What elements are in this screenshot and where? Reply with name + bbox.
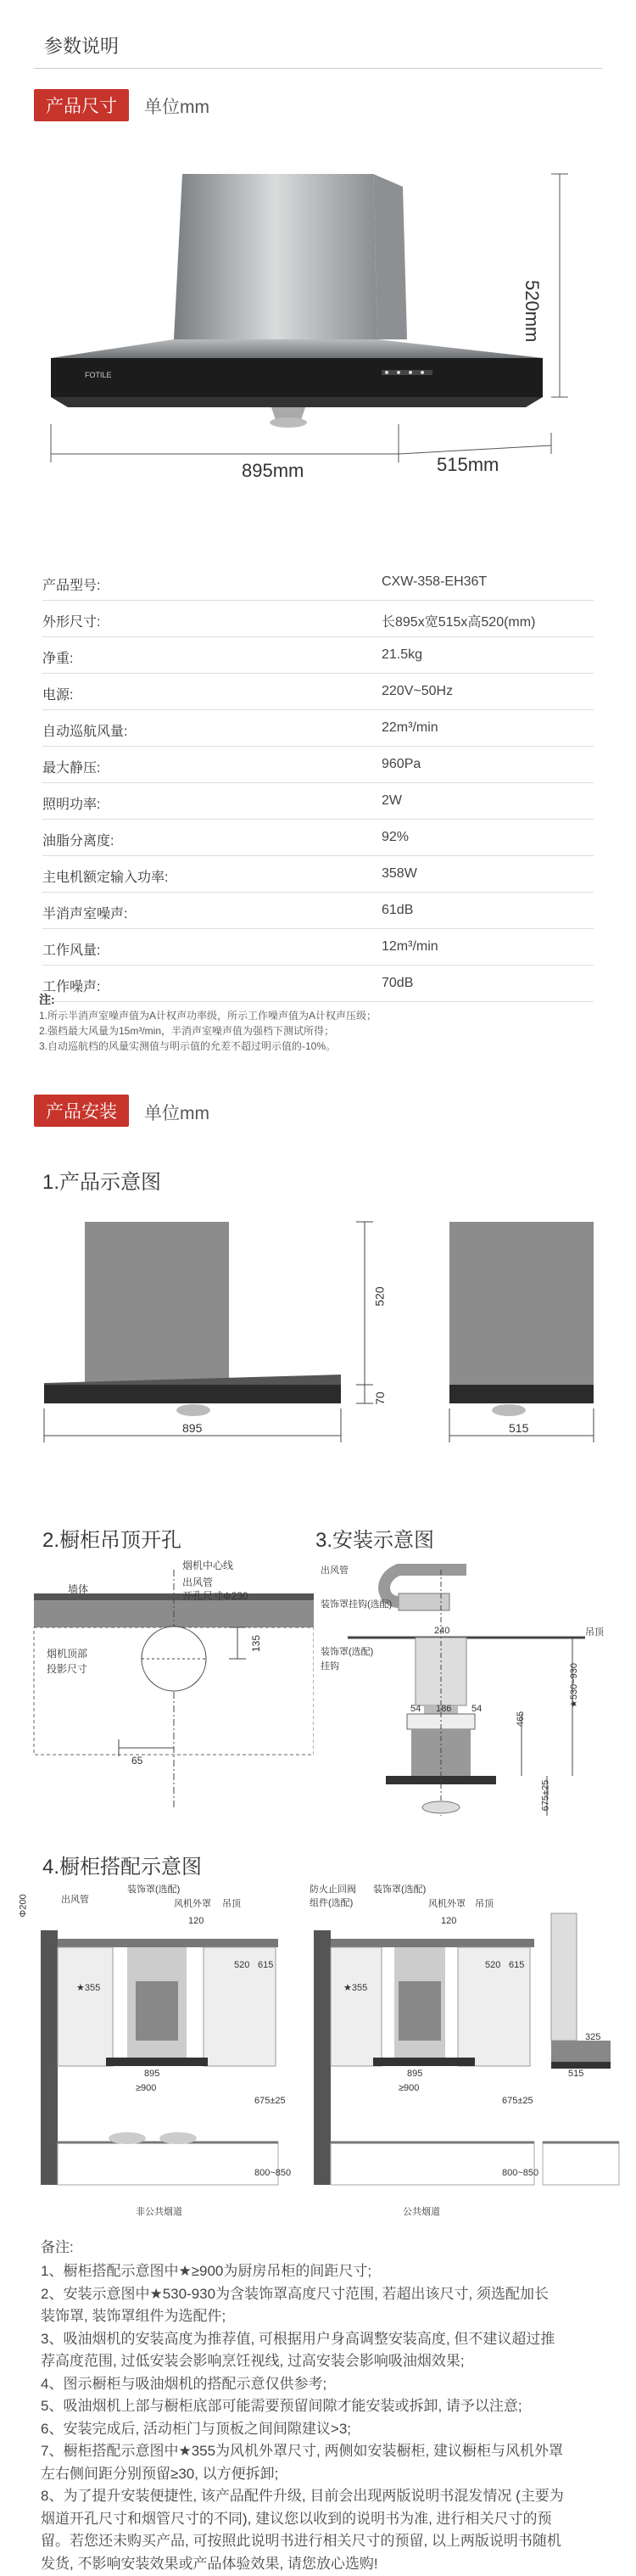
- dim-54b: 54: [471, 1704, 483, 1714]
- dim-65: 65: [131, 1755, 143, 1767]
- divider: [34, 68, 602, 69]
- dim-800-a: 800~850: [254, 2168, 292, 2178]
- dim-515: 515: [568, 2069, 584, 2079]
- cabinet-fit-diagram: [0, 1879, 636, 2202]
- remark-line: 荐高度范围, 过低安装会影响烹饪视线, 过高安装会影响吸油烟效果;: [41, 2353, 465, 2369]
- depth-label: 515mm: [437, 454, 499, 475]
- spec-row: [42, 601, 594, 637]
- spec-value: 92%: [382, 830, 410, 844]
- spec-value: 12m³/min: [382, 939, 438, 954]
- spec-value: 70dB: [382, 976, 414, 990]
- dim-phi200: Φ200: [18, 1894, 29, 1918]
- remark-line: 装饰罩, 装饰罩组件为选配件;: [41, 2308, 226, 2324]
- product-size-tag: 产品尺寸: [34, 89, 129, 121]
- remark-line: 7、橱柜搭配示意图中★355为风机外罩尺寸, 两侧如安装橱柜, 建议橱柜与风机外罩: [41, 2443, 563, 2459]
- product-size-unit: 单位mm: [144, 98, 209, 117]
- dim-515: 515: [509, 1421, 529, 1435]
- remark-line: 烟道开孔尺寸和烟管尺寸的不同), 建议您以收到的说明书为准, 进行相关尺寸的预: [41, 2510, 552, 2527]
- dim-186: 186: [436, 1704, 452, 1714]
- dim-54a: 54: [410, 1704, 421, 1714]
- dim-240: 240: [434, 1626, 450, 1636]
- dim-465: 465: [516, 1711, 527, 1728]
- spec-key: 工作风量:: [42, 944, 101, 958]
- spec-key: 主电机额定输入功率:: [42, 871, 169, 885]
- dim-895-a: 895: [144, 2069, 160, 2079]
- spec-value: 长895x宽515x高520(mm): [382, 615, 536, 630]
- projection-label-2: 投影尺寸: [47, 1663, 88, 1675]
- dim-800-b: 800~850: [502, 2168, 539, 2178]
- spec-value: 2W: [382, 793, 402, 808]
- remark-line: 8、为了提升安装便捷性, 该产品配件升级, 目前会出现两版说明书混发情况 (主要为: [41, 2488, 564, 2504]
- dim-325: 325: [585, 2032, 601, 2042]
- install-unit: 单位mm: [144, 1104, 209, 1123]
- shroud-label: 风机外罩: [428, 1899, 466, 1909]
- ceiling-label: 吊顶: [222, 1899, 241, 1909]
- dim-900-b: ≥900: [399, 2083, 420, 2093]
- remark-line: 6、安装完成后, 活动柜门与顶板之间间隙建议>3;: [41, 2420, 352, 2437]
- dim-530-930: ★530~930: [569, 1663, 579, 1708]
- remark-line: 留。若您还未购买产品, 可按照此说明书进行相关尺寸的预留, 以上两版说明书随机: [41, 2533, 561, 2549]
- remark-line: 发货, 不影响安装效果或产品体验效果, 请您放心选购!: [41, 2555, 378, 2572]
- star-355-a: ★355: [76, 1983, 101, 1993]
- spec-key: 电源:: [42, 688, 74, 703]
- spec-row: [42, 637, 594, 674]
- dim-520-a: 520: [234, 1960, 250, 1970]
- dim-675-a: 675±25: [254, 2096, 286, 2106]
- projection-label-1: 烟机顶部: [47, 1648, 88, 1660]
- cover-label: 装饰罩(选配): [127, 1884, 181, 1895]
- spec-row: [42, 710, 594, 747]
- installation-diagram: [314, 1553, 636, 1824]
- non-public-flue-label: 非公共烟道: [136, 2207, 182, 2217]
- dim-615-a: 615: [258, 1960, 274, 1970]
- page-title: 参数说明: [44, 36, 120, 57]
- spec-value: 22m³/min: [382, 720, 438, 735]
- remark-line: 5、吸油烟机上部与橱柜底部可能需要预留间隙才能安装或拆卸, 请予以注意;: [41, 2398, 522, 2414]
- shroud-label: 风机外罩: [174, 1899, 211, 1909]
- spec-row: [42, 820, 594, 856]
- install-tag: 产品安装: [34, 1095, 129, 1127]
- spec-key: 自动巡航风量:: [42, 725, 128, 739]
- cabinet-hole-diagram: [0, 1553, 314, 1824]
- dim-900-a: ≥900: [136, 2083, 157, 2093]
- spec-row: [42, 674, 594, 710]
- section-4-title: 4.橱柜搭配示意图: [42, 1856, 203, 1879]
- outlet-label: 出风管: [321, 1565, 349, 1576]
- section-2-title: 2.橱柜吊顶开孔: [42, 1529, 182, 1552]
- spec-row: [42, 783, 594, 820]
- spec-key: 照明功率:: [42, 798, 101, 812]
- dim-120-b: 120: [441, 1916, 457, 1926]
- spec-value: 61dB: [382, 903, 414, 917]
- wall-label: 墙体: [68, 1583, 89, 1595]
- dim-70: 70: [372, 1392, 387, 1405]
- remark-line: 2、安装示意图中★530-930为含装饰罩高度尺寸范围, 若超出该尺寸, 须选配加长: [41, 2285, 549, 2302]
- note-line: 3.自动巡航档的风量实测值与明示值的允差不超过明示值的-10%。: [39, 1040, 337, 1052]
- spec-row: [42, 856, 594, 893]
- spec-value: 220V~50Hz: [382, 684, 454, 698]
- public-flue-label: 公共烟道: [403, 2207, 440, 2217]
- dim-675: 675±25: [540, 1779, 551, 1812]
- brand-logo: FOTILE: [85, 371, 112, 379]
- spec-key: 工作噪声:: [42, 980, 101, 994]
- spec-key: 外形尺寸:: [42, 615, 101, 630]
- cover-hook-label: 装饰罩挂钩(选配): [321, 1599, 393, 1610]
- spec-row: [42, 564, 594, 601]
- spec-key: 半消声室噪声:: [42, 907, 128, 921]
- dim-895: 895: [182, 1421, 203, 1435]
- section-3-title: 3.安装示意图: [315, 1529, 435, 1552]
- product-diagram: [0, 1205, 636, 1476]
- outlet-label: 出风管: [182, 1576, 214, 1588]
- spec-key: 产品型号:: [42, 579, 101, 593]
- dim-895-b: 895: [407, 2069, 423, 2079]
- spec-value: CXW-358-EH36T: [382, 574, 488, 589]
- note-line: 1.所示半消声室噪声值为A计权声功率级，所示工作噪声值为A计权声压级；: [39, 1010, 377, 1022]
- ceiling-label: 吊顶: [585, 1627, 604, 1638]
- dim-675-b: 675±25: [502, 2096, 533, 2106]
- spec-row: [42, 966, 594, 1002]
- spec-value: 21.5kg: [382, 647, 423, 662]
- dim-615-b: 615: [509, 1960, 525, 1970]
- dim-520: 520: [372, 1286, 387, 1307]
- spec-row: [42, 893, 594, 929]
- remarks-title: 备注:: [41, 2239, 74, 2255]
- center-line-label: 烟机中心线: [182, 1560, 234, 1571]
- section-1-title: 1.产品示意图: [42, 1171, 162, 1194]
- spec-key: 油脂分离度:: [42, 834, 114, 848]
- hook-label: 挂钩: [321, 1661, 339, 1672]
- dim-520-b: 520: [485, 1960, 501, 1970]
- ceiling-label: 吊顶: [475, 1899, 494, 1909]
- cover-label: 装饰罩(选配): [373, 1884, 427, 1895]
- spec-row: [42, 747, 594, 783]
- dim-120-a: 120: [188, 1916, 204, 1926]
- dim-135: 135: [250, 1634, 263, 1653]
- height-label: 520mm: [522, 280, 543, 343]
- spec-row: [42, 929, 594, 966]
- star-355-b: ★355: [343, 1983, 368, 1993]
- remark-line: 1、橱柜搭配示意图中★≥900为厨房吊柜的间距尺寸;: [41, 2263, 372, 2279]
- outlet-label: 出风管: [61, 1895, 89, 1905]
- remark-line: 3、吸油烟机的安装高度为推荐值, 可根据用户身高调整安装高度, 但不建议超过推: [41, 2330, 555, 2347]
- remark-line: 4、图示橱柜与吸油烟机的搭配示意仅供参考;: [41, 2375, 327, 2392]
- spec-value: 960Pa: [382, 757, 421, 771]
- spec-value: 358W: [382, 866, 417, 881]
- note-line: 2.强档最大风量为15m³/min，半消声室噪声值为强档下测试所得；: [39, 1025, 335, 1037]
- notes-title: 注:: [39, 993, 55, 1006]
- hole-size-label: 开孔尺寸Φ230: [182, 1590, 248, 1602]
- spec-key: 最大静压:: [42, 761, 101, 776]
- spec-key: 净重:: [42, 652, 74, 666]
- cover-label: 装饰罩(选配): [321, 1647, 374, 1657]
- remark-line: 左右侧间距分别预留≥30, 以方便拆卸;: [41, 2465, 279, 2482]
- fire-valve-label: 防火止回阀组件(选配): [310, 1884, 356, 1908]
- width-label: 895mm: [242, 460, 304, 481]
